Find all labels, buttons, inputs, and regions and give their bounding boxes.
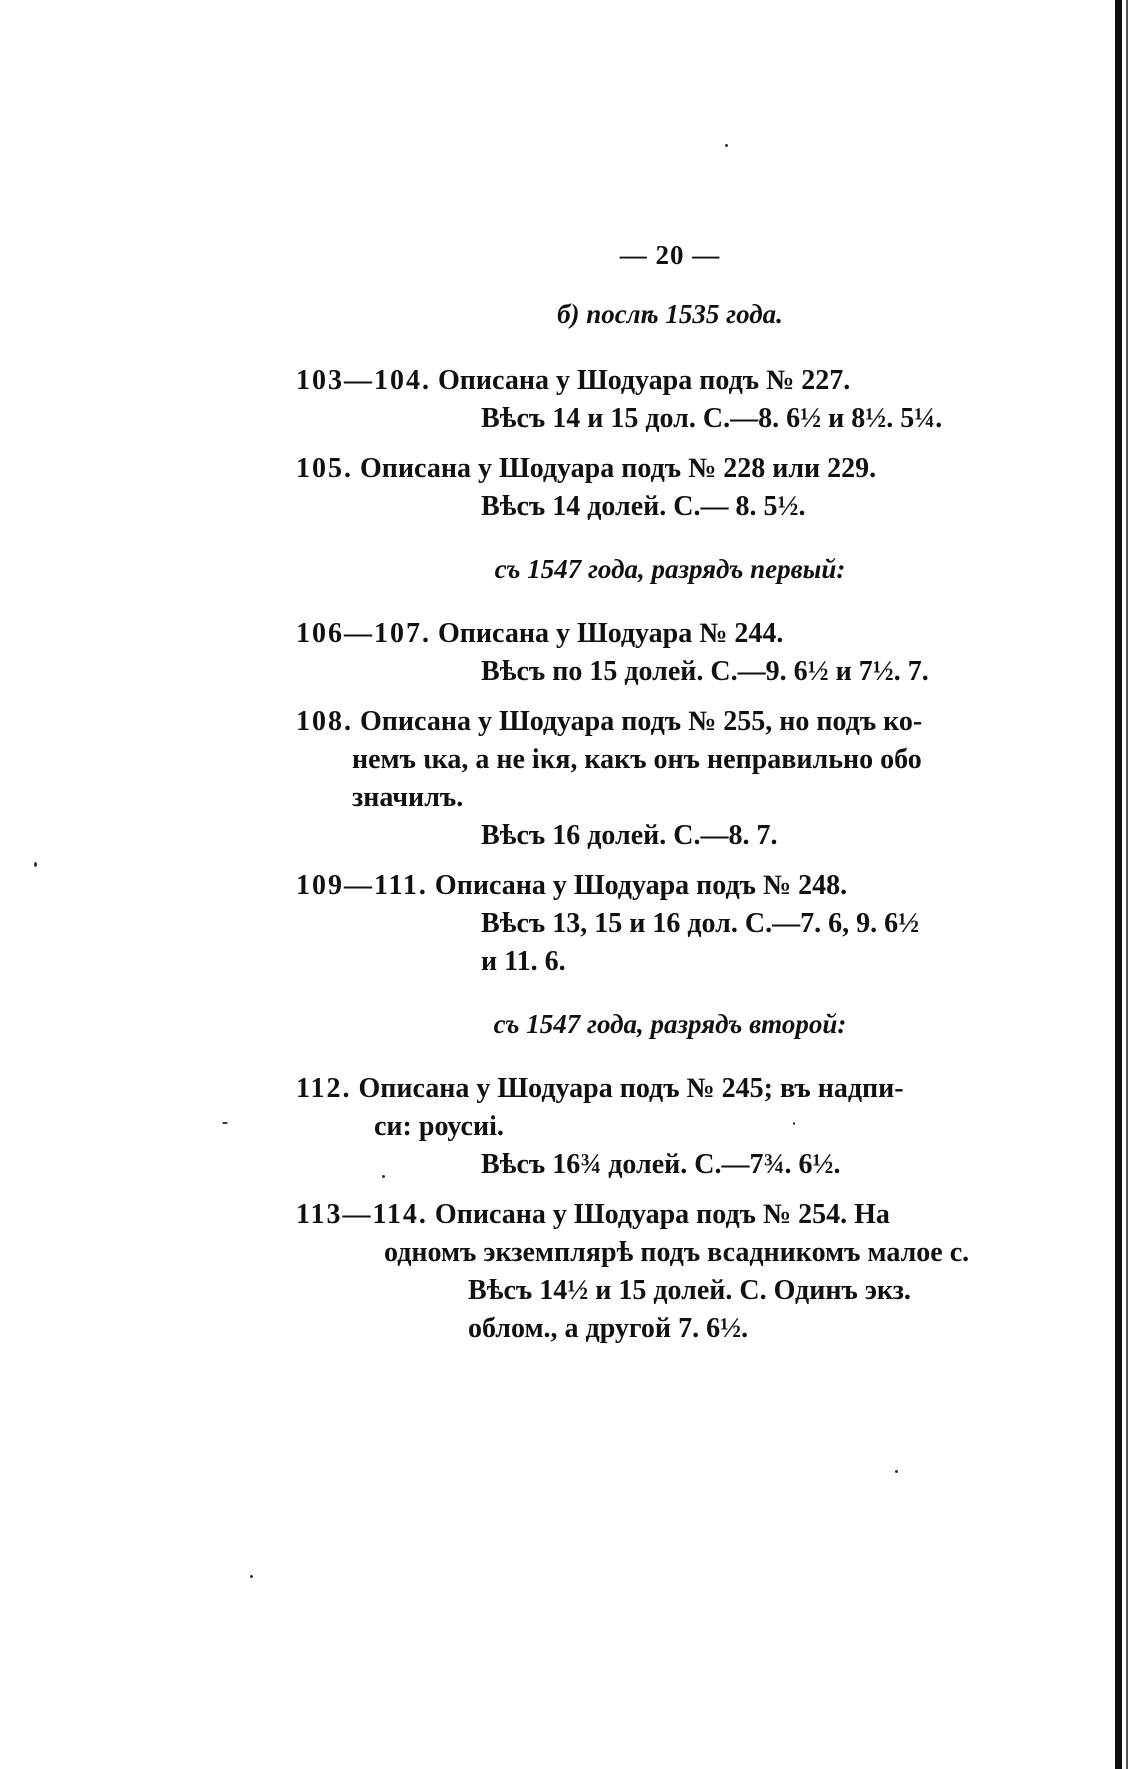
- section-heading-1547-second: съ 1547 года, разрядъ второй:: [493, 1009, 847, 1039]
- entry-113-114: [296, 1196, 1010, 1348]
- page-edge-line: [1126, 0, 1128, 1769]
- section-heading-after-1535: б) послѣ 1535 года.: [557, 299, 783, 329]
- entry-line: [296, 867, 1010, 905]
- entry-number: 105.: [296, 453, 353, 484]
- entry-text: Описана у Шодуара подъ № 228 или 229.: [360, 453, 877, 484]
- page-content: [296, 240, 1010, 1360]
- entry-weight: Вѣсъ 14 долей. С.— 8. 5½.: [481, 491, 806, 522]
- entry-number: 112.: [296, 1073, 352, 1104]
- scan-speck: [382, 1175, 385, 1178]
- scan-speck: [793, 1122, 795, 1125]
- entry-line: [296, 362, 1010, 400]
- entry-109-111: [296, 867, 1010, 981]
- page-edge-shadow: [1115, 0, 1122, 1769]
- scan-speck: [34, 862, 37, 867]
- entry-weight: Вѣсъ 14½ и 15 долей. С. Одинъ экз.: [468, 1275, 911, 1306]
- entry-weight: Вѣсъ 13, 15 и 16 дол. С.—7. 6, 9. 6½: [481, 908, 920, 939]
- entry-line: [296, 1070, 1010, 1108]
- entry-text-continuation: немъ ιка, а не іκя, какъ онъ неправильно обо: [352, 744, 922, 775]
- entry-line: [296, 450, 1010, 488]
- entry-text: Описана у Шодуара подъ № 255, но подъ ко-: [360, 706, 923, 737]
- entry-106-107: [296, 615, 1010, 691]
- entry-105: [296, 450, 1010, 526]
- entry-text-continuation: одномъ экземплярѣ подъ всадникомъ малое с.: [384, 1237, 970, 1268]
- entry-number: 103—104.: [296, 365, 431, 396]
- entry-103-104: [296, 362, 1010, 438]
- entry-weight: Вѣсъ 16 долей. С.—8. 7.: [481, 820, 778, 851]
- entry-number: 113—114.: [296, 1199, 428, 1230]
- entry-weight-continuation: и 11. 6.: [481, 946, 566, 977]
- entry-number: 106—107.: [296, 618, 431, 649]
- entry-number: 108.: [296, 706, 353, 737]
- page-number: — 20 —: [619, 240, 721, 270]
- entry-weight-continuation: облом., а другой 7. 6½.: [468, 1313, 749, 1344]
- entry-text: Описана у Шодуара подъ № 227.: [438, 365, 851, 396]
- scan-speck: [725, 144, 728, 147]
- entry-weight: Вѣсъ по 15 долей. С.—9. 6½ и 7½. 7.: [481, 656, 929, 687]
- entry-112: [296, 1070, 1010, 1184]
- entry-number: 109—111.: [296, 870, 428, 901]
- entry-text: Описана у Шодуара подъ № 245; въ надпи-: [358, 1073, 904, 1104]
- entry-108: [296, 703, 1010, 855]
- entry-text: Описана у Шодуара № 244.: [438, 618, 784, 649]
- entry-text: Описана у Шодуара подъ № 248.: [434, 870, 848, 901]
- scan-speck: [222, 1122, 228, 1124]
- section-heading-1547-first: съ 1547 года, разрядъ первый:: [494, 554, 846, 584]
- scan-speck: [895, 1470, 898, 1473]
- entry-text-continuation: значилъ.: [352, 782, 464, 813]
- entry-weight: Вѣсъ 16¾ долей. С.—7¾. 6½.: [481, 1149, 841, 1180]
- entry-line: [296, 703, 1010, 741]
- entry-text: Описана у Шодуара подъ № 254. На: [434, 1199, 890, 1230]
- entry-text-continuation: си: роусиі.: [374, 1111, 504, 1142]
- entry-weight: Вѣсъ 14 и 15 дол. С.—8. 6½ и 8½. 5¼.: [481, 403, 943, 434]
- entry-line: [296, 615, 1010, 653]
- scan-speck: [250, 1575, 253, 1578]
- entry-line: [296, 1196, 1010, 1234]
